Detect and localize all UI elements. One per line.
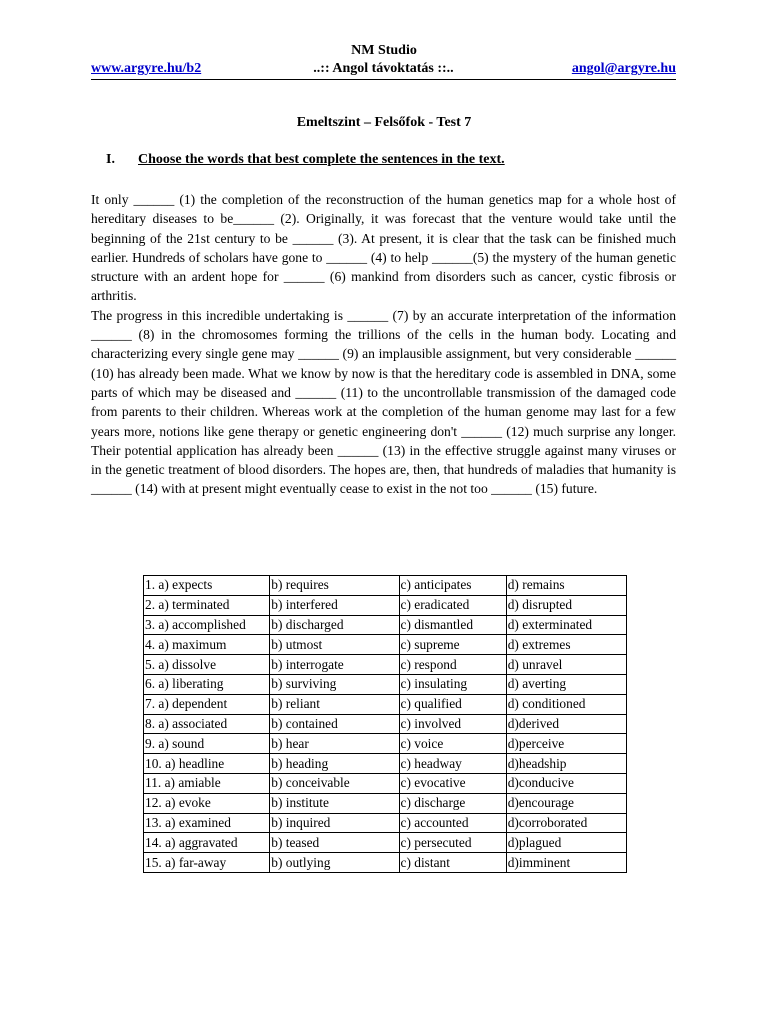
option-c-cell: c) anticipates: [399, 576, 506, 596]
option-a-cell: 12. a) evoke: [144, 793, 270, 813]
option-b-cell: b) heading: [270, 754, 399, 774]
section-instruction: Choose the words that best complete the sentences in the text.: [138, 152, 505, 167]
option-c-cell: c) discharge: [399, 793, 506, 813]
options-row: [144, 793, 627, 813]
option-d-cell: d)perceive: [506, 734, 626, 754]
option-a-cell: 5. a) dissolve: [144, 655, 270, 675]
option-b-cell: b) interfered: [270, 595, 399, 615]
option-b-cell: b) hear: [270, 734, 399, 754]
option-a-cell: 4. a) maximum: [144, 635, 270, 655]
option-c-cell: c) accounted: [399, 813, 506, 833]
answer-options-table: [143, 575, 627, 873]
option-a-cell: 13. a) examined: [144, 813, 270, 833]
option-b-cell: b) reliant: [270, 694, 399, 714]
option-b-cell: b) teased: [270, 833, 399, 853]
option-d-cell: d)encourage: [506, 793, 626, 813]
options-row: [144, 833, 627, 853]
option-c-cell: c) dismantled: [399, 615, 506, 635]
option-d-cell: d) remains: [506, 576, 626, 596]
option-b-cell: b) conceivable: [270, 773, 399, 793]
website-link[interactable]: www.argyre.hu/b2: [91, 61, 202, 76]
option-d-cell: d)headship: [506, 754, 626, 774]
option-c-cell: c) respond: [399, 655, 506, 675]
options-row: [144, 714, 627, 734]
option-b-cell: b) requires: [270, 576, 399, 596]
option-a-cell: 1. a) expects: [144, 576, 270, 596]
option-c-cell: c) supreme: [399, 635, 506, 655]
option-a-cell: 2. a) terminated: [144, 595, 270, 615]
option-c-cell: c) persecuted: [399, 833, 506, 853]
option-b-cell: b) discharged: [270, 615, 399, 635]
option-a-cell: 7. a) dependent: [144, 694, 270, 714]
options-row: [144, 595, 627, 615]
options-row: [144, 694, 627, 714]
options-row: [144, 754, 627, 774]
option-c-cell: c) insulating: [399, 674, 506, 694]
studio-name: NM Studio: [351, 43, 417, 58]
options-row: [144, 853, 627, 873]
option-a-cell: 11. a) amiable: [144, 773, 270, 793]
options-row: [144, 773, 627, 793]
option-b-cell: b) inquired: [270, 813, 399, 833]
option-b-cell: b) interrogate: [270, 655, 399, 675]
header-row: [91, 61, 676, 79]
option-c-cell: c) distant: [399, 853, 506, 873]
option-a-cell: 9. a) sound: [144, 734, 270, 754]
option-d-cell: d) extremes: [506, 635, 626, 655]
option-c-cell: c) evocative: [399, 773, 506, 793]
option-b-cell: b) utmost: [270, 635, 399, 655]
option-b-cell: b) surviving: [270, 674, 399, 694]
option-b-cell: b) outlying: [270, 853, 399, 873]
option-b-cell: b) institute: [270, 793, 399, 813]
option-c-cell: c) eradicated: [399, 595, 506, 615]
option-d-cell: d) disrupted: [506, 595, 626, 615]
option-a-cell: 15. a) far-away: [144, 853, 270, 873]
test-title: Emeltszint – Felsőfok - Test 7: [296, 115, 472, 130]
options-row: [144, 734, 627, 754]
option-a-cell: 10. a) headline: [144, 754, 270, 774]
options-row: [144, 674, 627, 694]
option-c-cell: c) headway: [399, 754, 506, 774]
option-a-cell: 6. a) liberating: [144, 674, 270, 694]
header-center-text: ..:: Angol távoktatás ::..: [313, 61, 454, 76]
options-row: [144, 576, 627, 596]
options-row: [144, 655, 627, 675]
option-b-cell: b) contained: [270, 714, 399, 734]
option-a-cell: 3. a) accomplished: [144, 615, 270, 635]
option-d-cell: d) conditioned: [506, 694, 626, 714]
header-divider: [91, 79, 676, 80]
options-row: [144, 813, 627, 833]
email-link[interactable]: angol@argyre.hu: [571, 61, 676, 76]
option-a-cell: 14. a) aggravated: [144, 833, 270, 853]
options-row: [144, 615, 627, 635]
option-d-cell: d)imminent: [506, 853, 626, 873]
option-d-cell: d) unravel: [506, 655, 626, 675]
option-c-cell: c) voice: [399, 734, 506, 754]
option-d-cell: d)corroborated: [506, 813, 626, 833]
option-d-cell: d)derived: [506, 714, 626, 734]
option-d-cell: d) exterminated: [506, 615, 626, 635]
option-d-cell: d)plagued: [506, 833, 626, 853]
option-a-cell: 8. a) associated: [144, 714, 270, 734]
reading-passage: [91, 190, 676, 499]
options-row: [144, 635, 627, 655]
option-c-cell: c) involved: [399, 714, 506, 734]
option-c-cell: c) qualified: [399, 694, 506, 714]
option-d-cell: d) averting: [506, 674, 626, 694]
passage-paragraph-2: The progress in this incredible undertaking is ______ (7) by an accurate interpretation of the information ______ (8) in the chromosomes forming the trillions of the cells in the human body. Locating and characterizing every single gene may ______ (9) an implausible assignment, but very considerable ______ (10) has already been made. What we know by now is that the hereditary code is assembled in DNA, some parts of which may be diseased and ______ (11) to the uncontrollable transmission of the damaged code from parents to their children. Whereas work at the completion of the human genome may last for a few years more, notions like gene therapy or genetic engineering don't ______ (12) much surprise any longer. Their potential application has already been ______ (13) in the effective struggle against many viruses or in the genetic treatment of blood disorders. The hopes are, then, that hundreds of maladies that humanity is ______ (14) with at present might eventually cease to exist in the not too ______ (15) future.: [91, 307, 676, 497]
section-number: I.: [106, 152, 115, 167]
option-d-cell: d)conducive: [506, 773, 626, 793]
passage-paragraph-1: It only ______ (1) the completion of the reconstruction of the human genetics map for a whole host of hereditary diseases to be______ (2). Originally, it was forecast that the venture would take until the beginning of the 21st century to be ______ (3). At present, it is clear that the task can be finished much earlier. Hundreds of scholars have gone to ______ (4) to help ______(5) the mystery of the human genetic structure with an ardent hope for ______ (6) mankind from disorders such as cancer, cystic fibrosis or arthritis.: [91, 192, 676, 304]
